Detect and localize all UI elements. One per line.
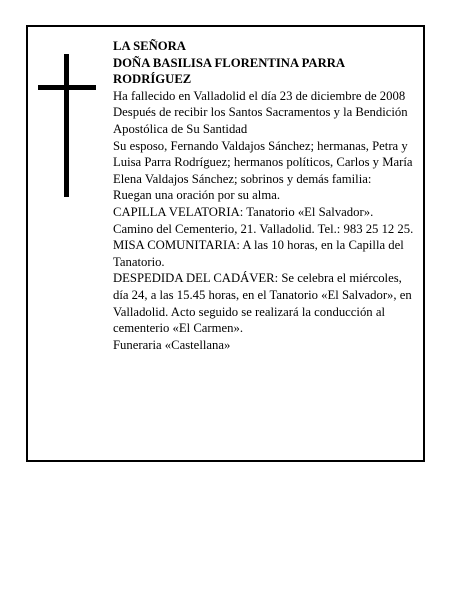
obituary-text: [113, 38, 415, 353]
title: LA SEÑORA: [113, 39, 186, 53]
family-text: Su esposo, Fernando Valdajos Sánchez; hermanas, Petra y Luisa Parra Rodríguez; hermanos políticos, Carlos y María Elena Valdajos Sánchez; sobrinos y demás familia:: [113, 138, 413, 186]
prayer-text: Ruegan una oración por su alma.: [113, 188, 281, 203]
farewell-text: DESPEDIDA DEL CADÁVER: Se celebra el miércoles, día 24, a las 15.45 horas, en el Tanatorio «El Salvador», en Valladolid. Acto seguido se realizará la conducción al cementerio «El Carmen».: [113, 271, 412, 336]
deceased-name: DOÑA BASILISA FLORENTINA PARRA RODRÍGUEZ: [113, 55, 345, 87]
cross-icon-crossbar: [38, 85, 96, 90]
funeral-home: Funeraria «Castellana»: [113, 337, 231, 352]
mass-text: MISA COMUNITARIA: A las 10 horas, en la Capilla del Tanatorio.: [113, 238, 404, 269]
death-announcement: Ha fallecido en Valladolid el día 23 de diciembre de 2008: [113, 88, 406, 103]
cross-icon: [64, 54, 69, 197]
chapel-text: CAPILLA VELATORIA: Tanatorio «El Salvador». Camino del Cementerio, 21. Valladolid. Tel.: 983 25 12 25.: [113, 204, 414, 236]
sacraments-text: Después de recibir los Santos Sacramentos y la Bendición Apostólica de Su Santidad: [113, 105, 408, 136]
